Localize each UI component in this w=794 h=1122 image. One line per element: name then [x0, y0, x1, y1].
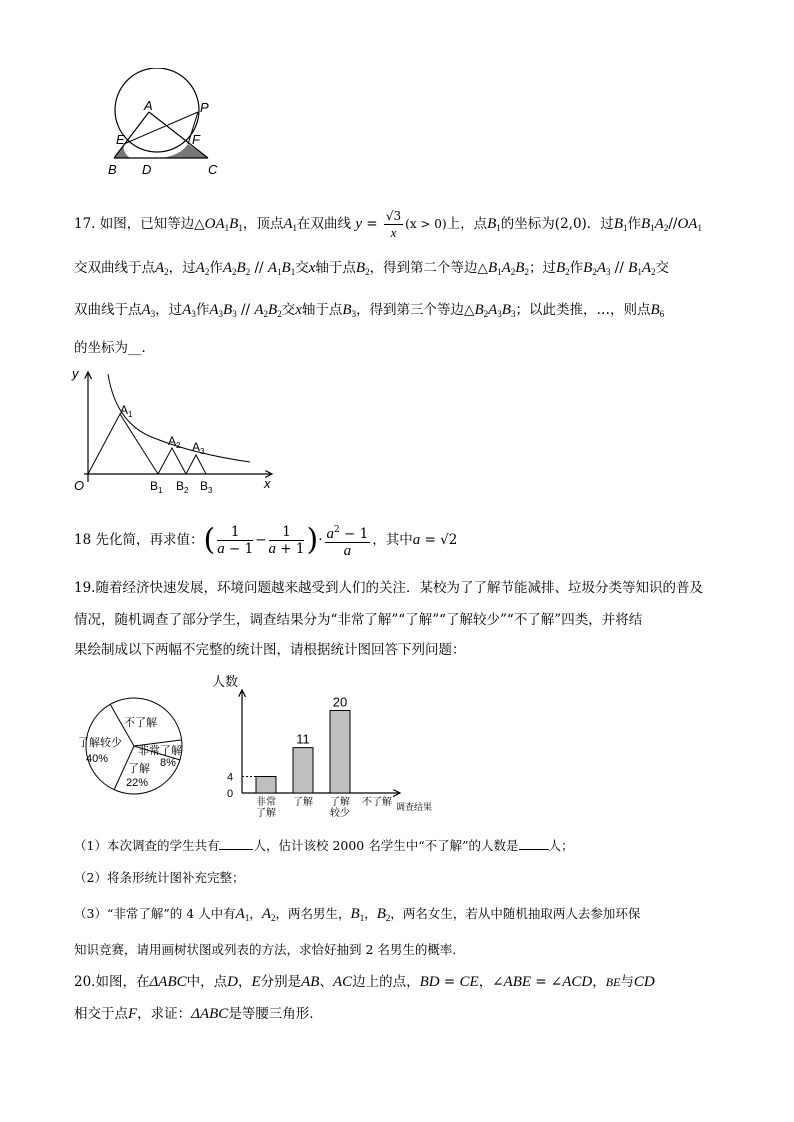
q19-line2 — [74, 610, 642, 630]
q17-line3: 双曲线于点$A_3$，过$A_3$作$A_3B_3 // A_2B_2$交x轴于点$B_3$，得到第三个等边$\triangle B_2A_3B_3$；以此类推，…，则点$B_6$ — [74, 302, 665, 319]
bar-value-label: 20 — [332, 694, 348, 710]
q17-number: 17. — [74, 216, 96, 232]
q20-number: 20. — [74, 974, 96, 990]
y-tick-label: 0 — [226, 788, 234, 800]
answer-blank-1[interactable] — [219, 849, 253, 850]
pie-label-feichangliaojie: 非常了解 — [138, 745, 182, 757]
q20-text: ，求证： — [137, 1006, 192, 1022]
q17-text: 轴于点 — [301, 302, 343, 318]
q17-text: 的坐标为__． — [74, 340, 155, 356]
q20-text: 中，点 — [186, 974, 228, 990]
q19-text: 知识竞赛，请用画树状图或列表的方法，求恰好抽到 2 名男生的概率． — [74, 942, 465, 957]
pie-label-buliaojie: 不了解 — [124, 717, 157, 729]
q20-text: ， — [592, 974, 606, 990]
a-value: = √2 — [424, 532, 458, 548]
q19-sub2 — [74, 868, 244, 888]
y-tick-label: 4 — [226, 771, 234, 784]
triangle-2 — [158, 448, 186, 474]
q19-number: 19. — [74, 580, 96, 596]
bar-2 — [330, 711, 350, 794]
label-C: C — [208, 162, 218, 177]
bar-chart — [210, 672, 450, 820]
q19-line1 — [74, 578, 703, 598]
q20-text: 与 — [620, 974, 634, 990]
q19-text: （2）将条形统计图补充完整； — [74, 870, 245, 885]
q20-text: 如图，在 — [95, 974, 150, 990]
label-F: F — [192, 132, 200, 147]
q17-text: 作 — [195, 302, 210, 318]
q18-number: 18 — [74, 532, 92, 548]
domain-condition: (x > 0) — [405, 217, 447, 231]
q17-text: 交 — [281, 302, 296, 318]
pie-label-liaojiejiaoshao: 了解较少 — [78, 737, 122, 749]
label-A1: $A_1$ — [120, 403, 133, 419]
label-B1: $B_1$ — [150, 479, 163, 495]
q17-text: 作 — [627, 216, 641, 232]
q19-text: （1）本次调查的学生共有 — [74, 838, 220, 853]
q17-text: ，顶点 — [242, 216, 284, 232]
label-B2: $B_2$ — [176, 479, 189, 495]
q17-text: // — [668, 216, 678, 232]
q17-text: ，得到第二个等边△ — [369, 260, 488, 276]
label-D: D — [142, 162, 152, 177]
q20-text: ， — [478, 974, 493, 990]
label-A: A — [144, 98, 153, 113]
q17-text: 交双曲线于点 — [74, 260, 155, 276]
q19-text: 两名男生， — [288, 906, 351, 921]
q19-text: 人，估计该校 2000 名学生中“不了解”的人数是 — [253, 838, 519, 853]
bar-ylabel: 人数 — [212, 674, 239, 689]
q17-text: 交 — [295, 260, 309, 276]
answer-blank-2[interactable] — [519, 849, 549, 850]
q17-line4 — [74, 338, 155, 358]
q19-text: 人； — [548, 838, 574, 853]
q19-line3 — [74, 640, 466, 660]
category-label: 非常 — [256, 797, 276, 808]
q19-text: 随着经济快速发展，环境问题越来越受到人们的关注．某校为了了解节能减排、垃圾分类等知识的普及 — [95, 580, 703, 596]
q19-text: 情况，随机调查了部分学生，调查结果分为“非常了解”“了解”“了解较少”“不了解”四类，并将结 — [74, 612, 643, 628]
circle-triangle-figure — [100, 68, 230, 180]
q17-line1: 17. 如图，已知等边$\triangle OA_1B_1$，顶点$A_1$在双曲线 y = $\frac{√3}{x}$ (x > 0)上，点$B_1$的坐标为(2,0)．过$B_1$作$B_1A_2//OA_1$ — [74, 209, 702, 240]
q20-text: 相交于点 — [74, 1006, 128, 1022]
bar-0 — [256, 777, 276, 794]
category-label: 了解 — [293, 797, 313, 808]
q17-text: 作 — [209, 260, 223, 276]
label-E: E — [116, 132, 125, 147]
label-A3: $A_3$ — [192, 440, 205, 456]
q17-line2: 交双曲线于点$A_2$，过$A_2$作$A_2B_2 // A_1B_1$交x轴于点$B_2$，得到第二个等边$\triangle B_1A_2B_2$；过$B_2$作$B_2A_3 // B_1A_2$交 — [74, 260, 670, 277]
label-y: y — [72, 366, 79, 381]
pie-label-22pct: 22% — [126, 777, 149, 789]
hyperbola-figure — [64, 362, 284, 496]
q19-text: 果绘制成以下两幅不完整的统计图，请根据统计图回答下列问题： — [74, 642, 466, 658]
pie-label-8pct: 8% — [160, 757, 176, 769]
q17-text: 上，点 — [446, 216, 488, 232]
q17-text: ；以此类推，…，则点 — [515, 302, 651, 318]
sqrt3: √3 — [385, 209, 402, 223]
pie-label-40pct: 40% — [86, 753, 109, 765]
category-label: 了解 — [256, 808, 276, 819]
q18-text: 先化简，再求值： — [95, 532, 204, 548]
bar-1 — [293, 748, 313, 793]
q18-line: 18 先化简，再求值：( $\frac{1}{a - 1}$ − $\frac{1}{a + 1}$ )· $\frac{a^2 - 1}{a}$ ，其中a = √2 — [74, 522, 458, 559]
q19-text: 两名女生，若从中随机抽取两人去参加环保 — [402, 906, 641, 921]
q17-text: ；过 — [528, 260, 556, 276]
category-label: 较少 — [330, 808, 350, 819]
q20-text: 是等腰三角形． — [228, 1006, 323, 1022]
label-A2: $A_2$ — [168, 434, 181, 450]
label-B3: $B_3$ — [200, 479, 213, 495]
triangle-1 — [88, 414, 158, 474]
q17-text: 如图，已知等边△ — [99, 216, 205, 232]
q19-sub3: （3）“非常了解”的 4 人中有$A_1$，$A_2$，两名男生，$B_1$，$B_2$，两名女生，若从中随机抽取两人去参加环保 — [74, 906, 641, 923]
q17-text: 的坐标为(2,0)．过 — [500, 216, 614, 232]
q20-line2: 相交于点F，求证：ΔABC是等腰三角形． — [74, 1006, 323, 1022]
label-O: O — [74, 478, 85, 493]
label-P: P — [200, 100, 209, 115]
q17-text: 交 — [655, 260, 670, 276]
q20-text: 分别是 — [260, 974, 302, 990]
q20-text: 、 — [319, 974, 333, 990]
q17-text: 作 — [569, 260, 584, 276]
q20-line1: 20.如图，在ΔABC中，点D，E分别是AB、AC边上的点，BD = CE，∠ABE = ∠ACD，BE与CD — [74, 974, 655, 990]
q19-sub3b — [74, 940, 465, 960]
q19-text: （3）“非常了解”的 4 人中有 — [74, 906, 236, 921]
pie-label-liaojie: 了解 — [128, 763, 150, 775]
q17-text: ，过 — [168, 260, 196, 276]
category-label: 了解 — [330, 797, 350, 808]
bar-xlabel: 调查结果 — [396, 802, 433, 812]
category-label: 不了解 — [362, 797, 392, 808]
pie-chart — [74, 694, 204, 800]
q18-text: ，其中 — [372, 532, 413, 548]
q20-text: ， — [237, 974, 252, 990]
q19-sub1 — [74, 836, 574, 856]
q17-text: 在双曲线 — [297, 216, 352, 232]
bar-value-label: 11 — [296, 731, 310, 747]
q17-text: 轴于点 — [315, 260, 356, 276]
q17-text: ，过 — [155, 302, 183, 318]
label-B: B — [108, 162, 117, 177]
triangle-3 — [186, 455, 206, 474]
q17-text: ，得到第三个等边△ — [356, 302, 475, 318]
label-x: x — [264, 476, 271, 491]
q20-text: 边上的点， — [352, 974, 420, 990]
q17-text: 双曲线于点 — [74, 302, 142, 318]
